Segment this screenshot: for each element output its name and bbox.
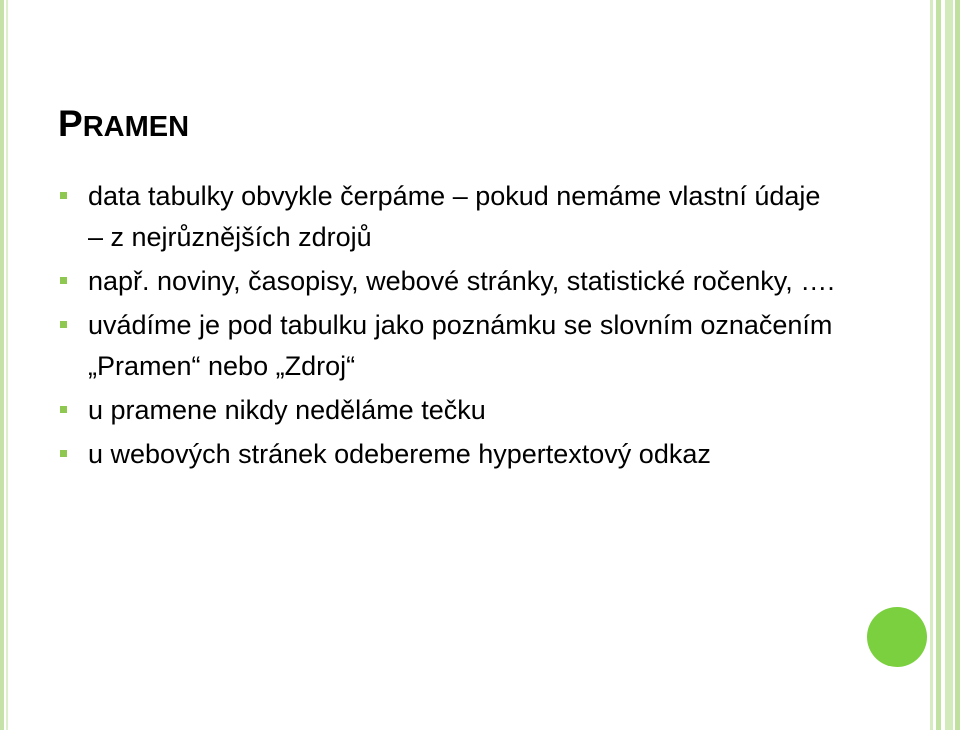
- bullet-item: [60, 434, 840, 475]
- bullet-item: [60, 176, 840, 258]
- slide-title-rest: RAMEN: [82, 111, 190, 143]
- square-bullet-icon: [60, 277, 67, 284]
- bullet-list: [60, 176, 840, 478]
- bullet-item: [60, 390, 840, 431]
- left-decorative-stripe-thin: [6, 0, 8, 730]
- bullet-text: např. noviny, časopisy, webové stránky, statistické ročenky, ….: [88, 266, 835, 296]
- bullet-item: [60, 305, 840, 387]
- decorative-green-circle: [867, 607, 927, 667]
- square-bullet-icon: [60, 192, 67, 199]
- square-bullet-icon: [60, 450, 67, 457]
- right-decorative-stripe-2: [936, 0, 941, 730]
- bullet-item: [60, 261, 840, 302]
- slide-title-initial: P: [58, 103, 83, 144]
- square-bullet-icon: [60, 406, 67, 413]
- square-bullet-icon: [60, 321, 67, 328]
- right-decorative-stripe-4: [955, 0, 960, 730]
- bullet-text: u webových stránek odebereme hypertextový odkaz: [88, 439, 711, 469]
- right-decorative-stripe-1: [930, 0, 933, 730]
- bullet-text: u pramene nikdy neděláme tečku: [88, 395, 486, 425]
- bullet-text: uvádíme je pod tabulku jako poznámku se slovním označením „Pramen“ nebo „Zdroj“: [88, 310, 833, 381]
- slide-title: [58, 100, 189, 151]
- left-decorative-stripe: [0, 0, 4, 730]
- bullet-text: data tabulky obvykle čerpáme – pokud nemáme vlastní údaje – z nejrůznějších zdrojů: [88, 181, 821, 252]
- right-decorative-stripe-3: [945, 0, 953, 730]
